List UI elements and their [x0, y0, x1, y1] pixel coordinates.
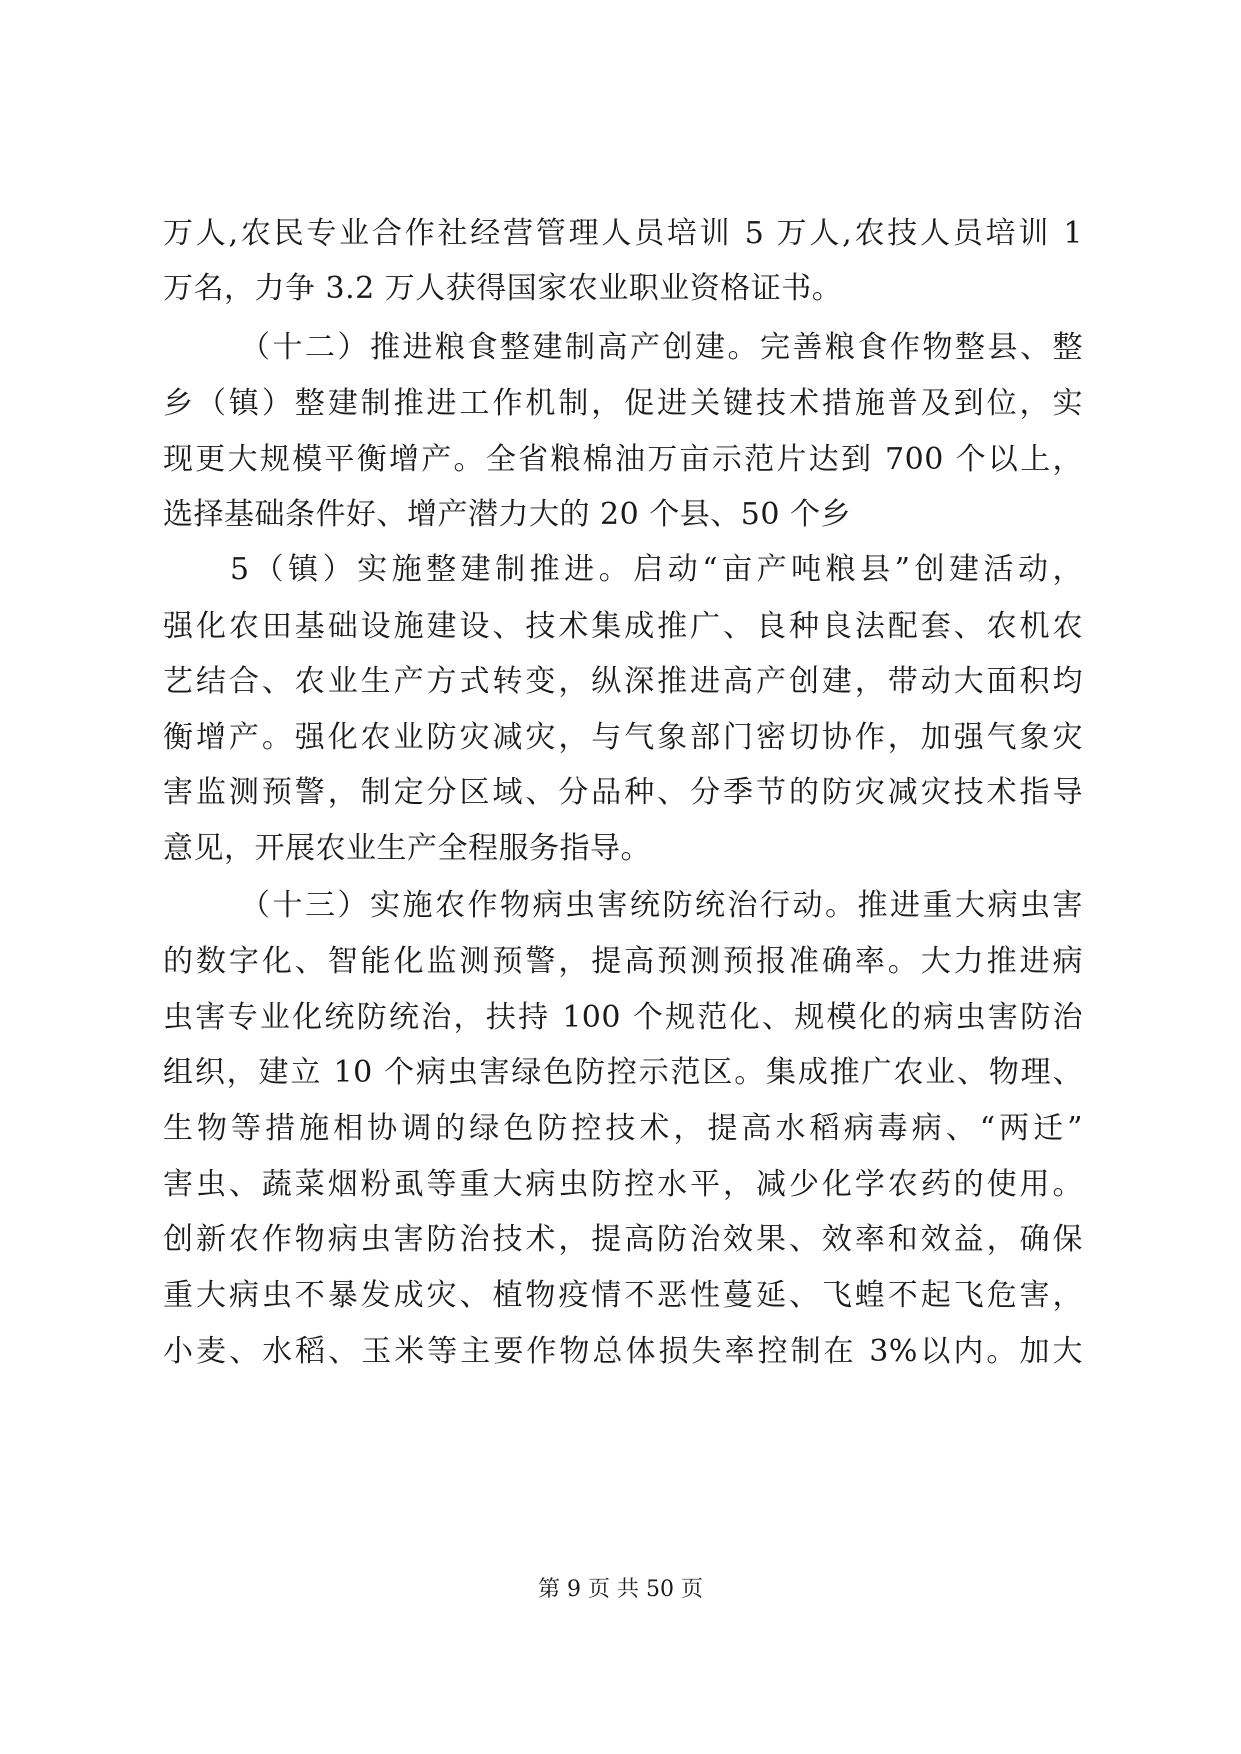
text-line: 生物等措施相协调的绿色防控技术，提高水稻病毒病、“两迁”: [163, 1111, 1083, 1146]
text-line: （十二）推进粮食整建制高产创建。完善粮食作物整县、整: [240, 330, 1083, 365]
text-line: 创新农作物病虫害防治技术，提高防治效果、效率和效益，确保: [163, 1222, 1083, 1257]
text-line: 现更大规模平衡增产。全省粮棉油万亩示范片达到 700 个以上，: [163, 442, 1083, 477]
text-line: 选择基础条件好、增产潜力大的 20 个县、50 个乡: [163, 497, 851, 532]
text-line: 重大病虫不暴发成灾、植物疫情不恶性蔓延、飞蝗不起飞危害，: [163, 1278, 1083, 1313]
text-line: 艺结合、农业生产方式转变，纵深推进高产创建，带动大面积均: [163, 664, 1083, 699]
text-line: 强化农田基础设施建设、技术集成推广、良种良法配套、农机农: [163, 609, 1083, 644]
text-line: 组织，建立 10 个病虫害绿色防控示范区。集成推广农业、物理、: [163, 1055, 1083, 1090]
text-line: 虫害专业化统防统治，扶持 100 个规范化、规模化的病虫害防治: [163, 1000, 1083, 1035]
text-line: 乡（镇）整建制推进工作机制，促进关键技术措施普及到位，实: [163, 386, 1083, 421]
text-line: 小麦、水稻、玉米等主要作物总体损失率控制在 3%以内。加大: [163, 1334, 1083, 1369]
text-line: 万名，力争 3.2 万人获得国家农业职业资格证书。: [163, 271, 843, 306]
text-line: 5（镇）实施整建制推进。启动“亩产吨粮县”创建活动，: [230, 552, 1083, 587]
text-line: （十三）实施农作物病虫害统防统治行动。推进重大病虫害: [240, 888, 1083, 923]
text-line: 害虫、蔬菜烟粉虱等重大病虫防控水平，减少化学农药的使用。: [163, 1167, 1083, 1202]
text-line: 衡增产。强化农业防灾减灾，与气象部门密切协作，加强气象灾: [163, 720, 1083, 755]
page-number: 第 9 页 共 50 页: [538, 1577, 703, 1602]
text-line: 害监测预警，制定分区域、分品种、分季节的防灾减灾技术指导: [163, 775, 1083, 810]
text-line: 意见，开展农业生产全程服务指导。: [163, 831, 651, 866]
text-line: 的数字化、智能化监测预警，提高预测预报准确率。大力推进病: [163, 944, 1083, 979]
text-line: 万人,农民专业合作社经营管理人员培训 5 万人,农技人员培训 1: [163, 216, 1083, 251]
